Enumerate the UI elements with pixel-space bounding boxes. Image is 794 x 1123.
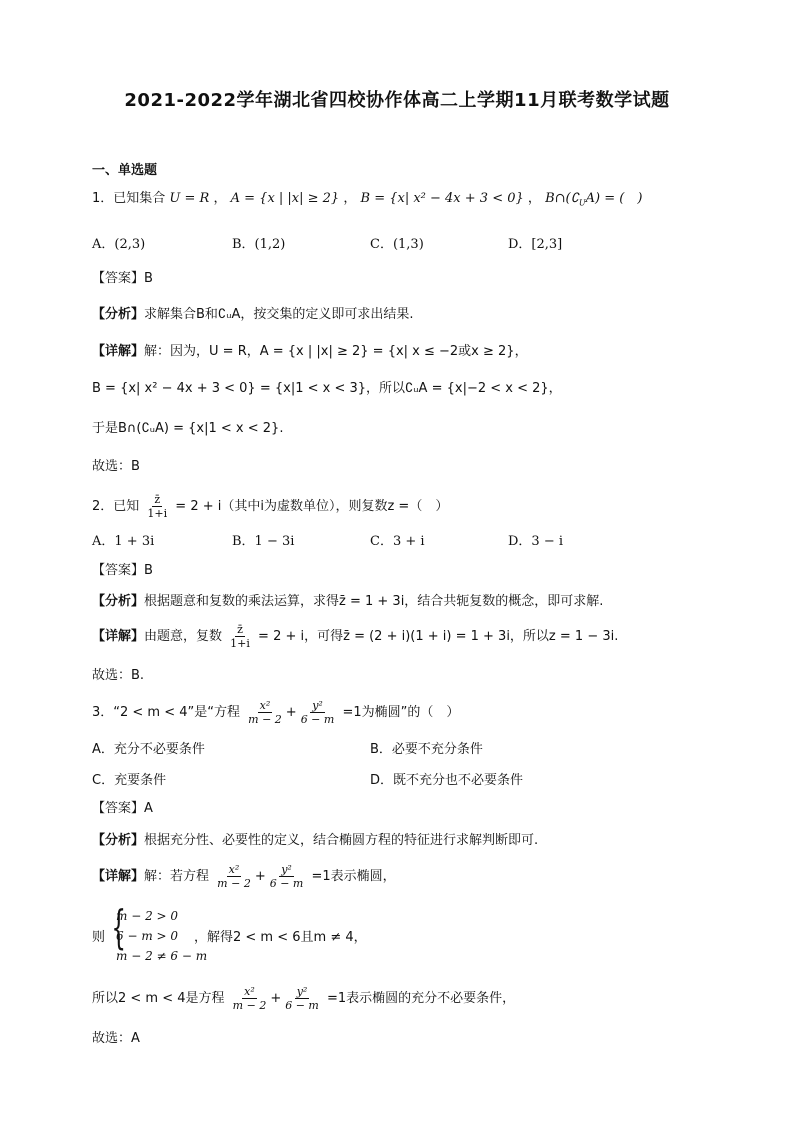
q3-fraction-x xyxy=(246,699,284,726)
q1-analysis xyxy=(92,306,414,324)
q3-answer: 【答案】A xyxy=(92,801,153,816)
q1-detail-label: 【详解】 xyxy=(92,344,145,359)
q1-analysis-label: 【分析】 xyxy=(92,307,145,322)
q3-option-a: A．充分不必要条件 xyxy=(92,742,205,757)
q1-expr xyxy=(545,191,642,206)
q3-detail-plus: + xyxy=(254,869,266,884)
q1-sep-3: ， xyxy=(527,191,541,206)
q1-detail-text-1: 解：因为，U = R，A = {x | |x| ≥ 2} = {x| x ≤ −2或x ≥ 2}， xyxy=(144,344,528,359)
q2-conclusion: 故选：B. xyxy=(92,668,145,683)
q2-detail-suffix: = 2 + i，可得z̄ = (2 + i)(1 + i) = 1 + 3i，所以z = 1 − 3i. xyxy=(258,629,619,644)
q2-option-c: C．3 + i xyxy=(370,534,425,549)
q1-option-c: C．(1,3) xyxy=(370,237,424,252)
q1-conclusion: 故选：B xyxy=(92,459,140,474)
q2-option-b: B．1 − 3i xyxy=(232,534,295,549)
q2-analysis xyxy=(92,593,603,611)
q3-option-c: C．充要条件 xyxy=(92,773,167,788)
q3-fraction-y xyxy=(299,699,337,726)
document-title: 2021-2022学年湖北省四校协作体高二上学期11月联考数学试题 xyxy=(124,90,670,111)
q1-expr-head: B∩(∁ xyxy=(545,191,579,206)
q2-answer: 【答案】B xyxy=(92,563,153,578)
q2-analysis-label: 【分析】 xyxy=(92,594,145,609)
q3-analysis-label: 【分析】 xyxy=(92,833,145,848)
q3-final-fraction-y xyxy=(283,985,321,1012)
q3-fraction-y-numerator: y² xyxy=(312,699,323,712)
q3-detail-3 xyxy=(92,984,515,1014)
q3-detail-suffix: =1表示椭圆， xyxy=(311,869,396,884)
q1-expr-sub: U xyxy=(578,198,586,208)
q3-stem-prefix: 3．“2 < m < 4”是“方程 xyxy=(92,705,240,720)
q1-analysis-text: 求解集合B和∁ᵤA，按交集的定义即可求出结果. xyxy=(144,307,414,322)
q3-detail-label: 【详解】 xyxy=(92,869,145,884)
q3-solve-text: ，解得2 < m < 6且m ≠ 4， xyxy=(194,930,367,945)
q1-option-d: D．[2,3] xyxy=(508,237,563,252)
q3-fraction-x-denominator: m − 2 xyxy=(248,713,282,726)
q1-stem xyxy=(92,190,642,213)
q3-option-b: B．必要不充分条件 xyxy=(370,742,483,757)
q3-final-fraction-x xyxy=(231,985,269,1012)
q3-system-row-1: m − 2 > 0 xyxy=(116,909,179,923)
q1-expr-tail: A) = ( ) xyxy=(585,191,643,206)
q3-then-label: 则 xyxy=(92,930,106,945)
q2-detail-fraction-numerator: z̄ xyxy=(237,623,243,636)
q2-detail-fraction-denominator: 1+i xyxy=(230,637,250,650)
q2-option-a: A．1 + 3i xyxy=(92,534,155,549)
q3-analysis-text: 根据充分性、必要性的定义，结合椭圆方程的特征进行求解判断即可. xyxy=(144,833,539,848)
q2-fraction-numerator: z̄ xyxy=(154,493,161,506)
q2-stem-suffix: = 2 + i（其中i为虚数单位），则复数z =（ ） xyxy=(175,499,449,514)
q3-final-plus: + xyxy=(270,991,282,1006)
q1-sep-1: ， xyxy=(213,191,227,206)
q1-detail-1 xyxy=(92,343,528,361)
q3-detail-fraction-y xyxy=(268,863,306,890)
q2-stem xyxy=(92,492,448,522)
section-heading: 一、单选题 xyxy=(92,163,158,178)
q1-option-a: A．(2,3) xyxy=(92,237,146,252)
q2-fraction-denominator: 1+i xyxy=(147,507,168,520)
q1-option-b: B．(1,2) xyxy=(232,237,286,252)
q2-fraction xyxy=(145,493,169,520)
q1-set-b: B = {x| x² − 4x + 3 < 0} xyxy=(360,191,524,206)
q2-detail-label: 【详解】 xyxy=(92,629,145,644)
brace-icon: { xyxy=(111,900,126,954)
q3-stem-suffix: =1为椭圆”的（ ） xyxy=(342,705,460,720)
q3-detail-fraction-y-numerator: y² xyxy=(281,863,292,876)
q3-detail-prefix: 解：若方程 xyxy=(144,869,210,884)
q3-final-fraction-x-denominator: m − 2 xyxy=(232,999,267,1012)
q3-fraction-x-numerator: x² xyxy=(259,699,271,712)
q3-system-row-3: m − 2 ≠ 6 − m xyxy=(116,949,208,963)
q3-detail-fraction-x-denominator: m − 2 xyxy=(217,877,251,890)
q1-stem-prefix: 1．已知集合 xyxy=(92,191,166,206)
q3-final-fraction-y-numerator: y² xyxy=(296,985,308,998)
q3-detail-1 xyxy=(92,862,396,892)
q1-detail-2: B = {x| x² − 4x + 3 < 0} = {x|1 < x < 3}，所以∁ᵤA = {x|−2 < x < 2}， xyxy=(92,381,562,396)
q2-stem-prefix: 2．已知 xyxy=(92,499,140,514)
q3-plus: + xyxy=(285,705,297,720)
q3-detail-fraction-x-numerator: x² xyxy=(228,863,240,876)
q2-detail xyxy=(92,622,618,652)
q3-conclusion: 故选：A xyxy=(92,1031,140,1046)
q2-detail-prefix: 由题意，复数 xyxy=(144,629,223,644)
q1-detail-3: 于是B∩(∁ᵤA) = {x|1 < x < 2}. xyxy=(92,421,284,436)
q3-stem xyxy=(92,698,459,728)
q3-detail-fraction-x xyxy=(215,863,253,890)
q3-analysis xyxy=(92,832,538,850)
q1-set-a: A = {x | |x| ≥ 2} xyxy=(230,191,340,206)
q3-detail-3-prefix: 所以2 < m < 4是方程 xyxy=(92,991,225,1006)
q2-analysis-text: 根据题意和复数的乘法运算，求得z̄ = 1 + 3i，结合共轭复数的概念，即可求解. xyxy=(144,594,604,609)
q3-final-fraction-y-denominator: 6 − m xyxy=(285,999,319,1012)
q1-sep-2: ， xyxy=(343,191,357,206)
q3-detail-fraction-y-denominator: 6 − m xyxy=(269,877,304,890)
q2-option-d: D．3 − i xyxy=(508,534,564,549)
q3-final-fraction-x-numerator: x² xyxy=(244,985,255,998)
q3-detail-3-suffix: =1表示椭圆的充分不必要条件， xyxy=(327,991,516,1006)
q1-answer: 【答案】B xyxy=(92,271,153,286)
q3-option-d: D．既不充分也不必要条件 xyxy=(370,773,524,788)
q3-system-row-2: 6 − m > 0 xyxy=(116,929,179,943)
q3-fraction-y-denominator: 6 − m xyxy=(300,713,335,726)
q2-detail-fraction xyxy=(228,623,252,650)
q1-universal-set: U = R xyxy=(169,191,210,206)
